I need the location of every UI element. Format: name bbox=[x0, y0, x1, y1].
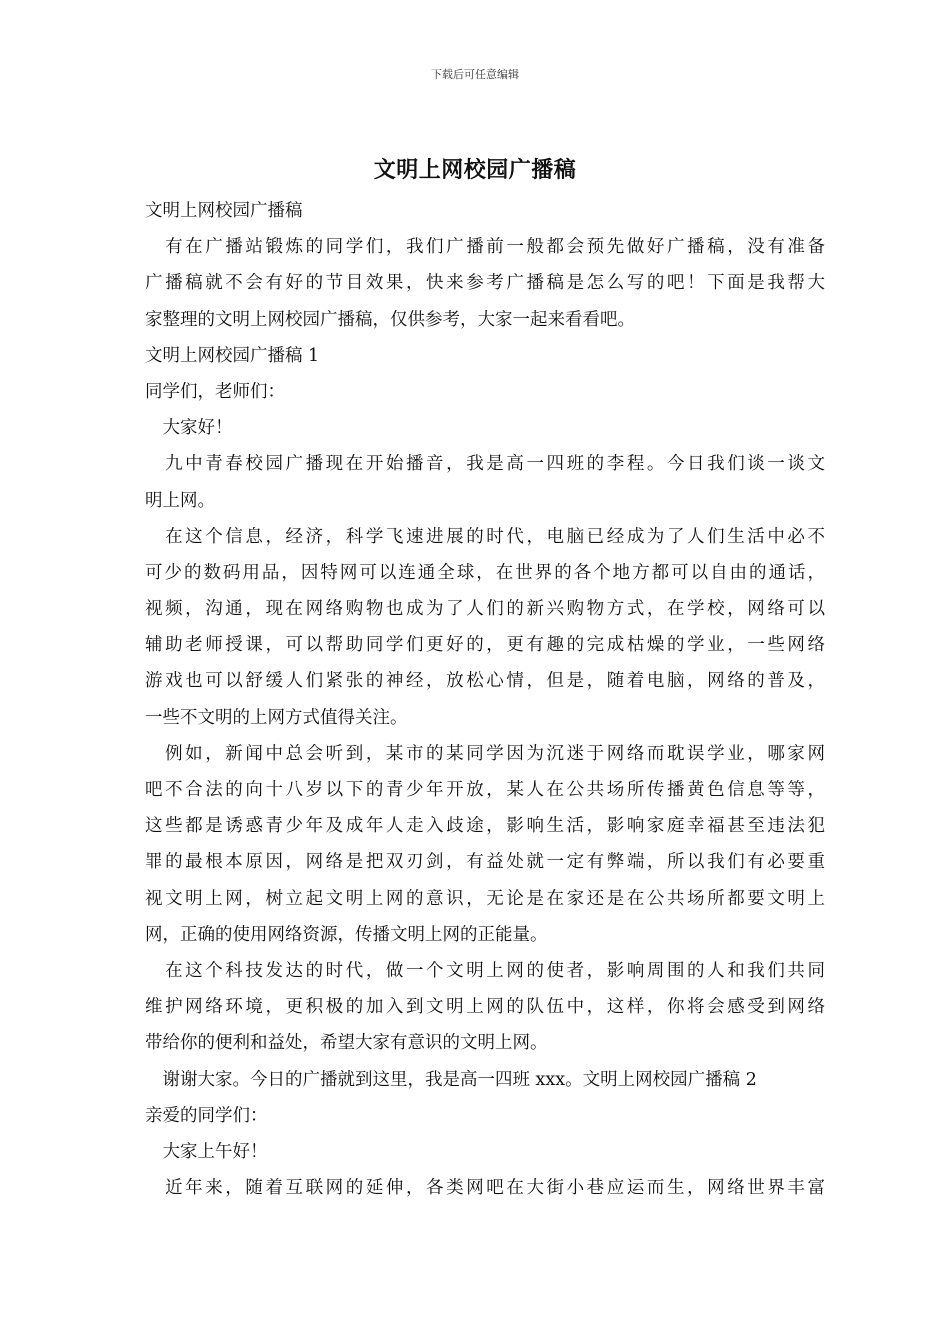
document-title: 文明上网校园广播稿 bbox=[373, 157, 577, 183]
body-line: 广播稿就不会有好的节目效果，快来参考广播稿是怎么写的吧！下面是我帮大 bbox=[145, 273, 825, 294]
document-body bbox=[145, 193, 825, 1206]
body-line: 在这个信息，经济，科学飞速进展的时代，电脑已经成为了人们生活中必不 bbox=[145, 526, 825, 547]
body-line: 这些都是诱惑青少年及成年人走入歧途，影响生活，影响家庭幸福甚至违法犯 bbox=[145, 816, 825, 837]
body-line: 视频，沟通，现在网络购物也成为了人们的新兴购物方式，在学校，网络可以 bbox=[145, 599, 825, 620]
body-line: 维护网络环境，更积极的加入到文明上网的队伍中，这样，你将会感受到网络 bbox=[145, 997, 825, 1018]
body-line: 九中青春校园广播现在开始播音，我是高一四班的李程。今日我们谈一谈文 bbox=[145, 454, 825, 475]
body-line: 大家好！ bbox=[145, 418, 233, 439]
page-header-note: 下载后可任意编辑 bbox=[431, 68, 519, 81]
body-line: 例如，新闻中总会听到，某市的某同学因为沉迷于网络而耽误学业，哪家网 bbox=[145, 743, 825, 764]
body-line: 大家上午好！ bbox=[145, 1141, 268, 1162]
body-line: 文明上网校园广播稿 bbox=[145, 201, 303, 221]
body-line: 同学们，老师们： bbox=[145, 381, 285, 402]
body-line: 近年来，随着互联网的延伸，各类网吧在大街小巷应运而生，网络世界丰富 bbox=[145, 1178, 825, 1199]
body-line: 谢谢大家。今日的广播就到这里，我是高一四班 xxx。文明上网校园广播稿 2 bbox=[145, 1069, 757, 1090]
body-line: 家整理的文明上网校园广播稿，仅供参考，大家一起来看看吧。 bbox=[145, 309, 635, 330]
body-line: 罪的最根本原因，网络是把双刃剑，有益处就一定有弊端，所以我们有必要重 bbox=[145, 852, 825, 873]
body-line: 吧不合法的向十八岁以下的青少年开放，某人在公共场所传播黄色信息等等， bbox=[145, 780, 825, 800]
body-line: 带给你的便利和益处，希望大家有意识的文明上网。 bbox=[145, 1033, 548, 1054]
body-line: 一些不文明的上网方式值得关注。 bbox=[145, 707, 408, 728]
body-line: 可少的数码用品，因特网可以连通全球，在世界的各个地方都可以自由的通话， bbox=[145, 562, 825, 583]
body-line: 明上网。 bbox=[145, 490, 215, 511]
body-line: 有在广播站锻炼的同学们，我们广播前一般都会预先做好广播稿，没有准备 bbox=[145, 237, 825, 258]
body-line: 辅助老师授课，可以帮助同学们更好的，更有趣的完成枯燥的学业，一些网络 bbox=[145, 635, 825, 656]
body-line: 网，正确的使用网络资源，传播文明上网的正能量。 bbox=[145, 924, 548, 945]
body-line: 在这个科技发达的时代，做一个文明上网的使者，影响周围的人和我们共同 bbox=[145, 960, 825, 981]
body-line: 游戏也可以舒缓人们紧张的神经，放松心情，但是，随着电脑，网络的普及， bbox=[145, 671, 825, 692]
body-line: 亲爱的同学们： bbox=[145, 1105, 268, 1126]
body-line: 视文明上网，树立起文明上网的意识，无论是在家还是在公共场所都要文明上 bbox=[145, 888, 825, 909]
body-line: 文明上网校园广播稿 1 bbox=[145, 345, 320, 366]
